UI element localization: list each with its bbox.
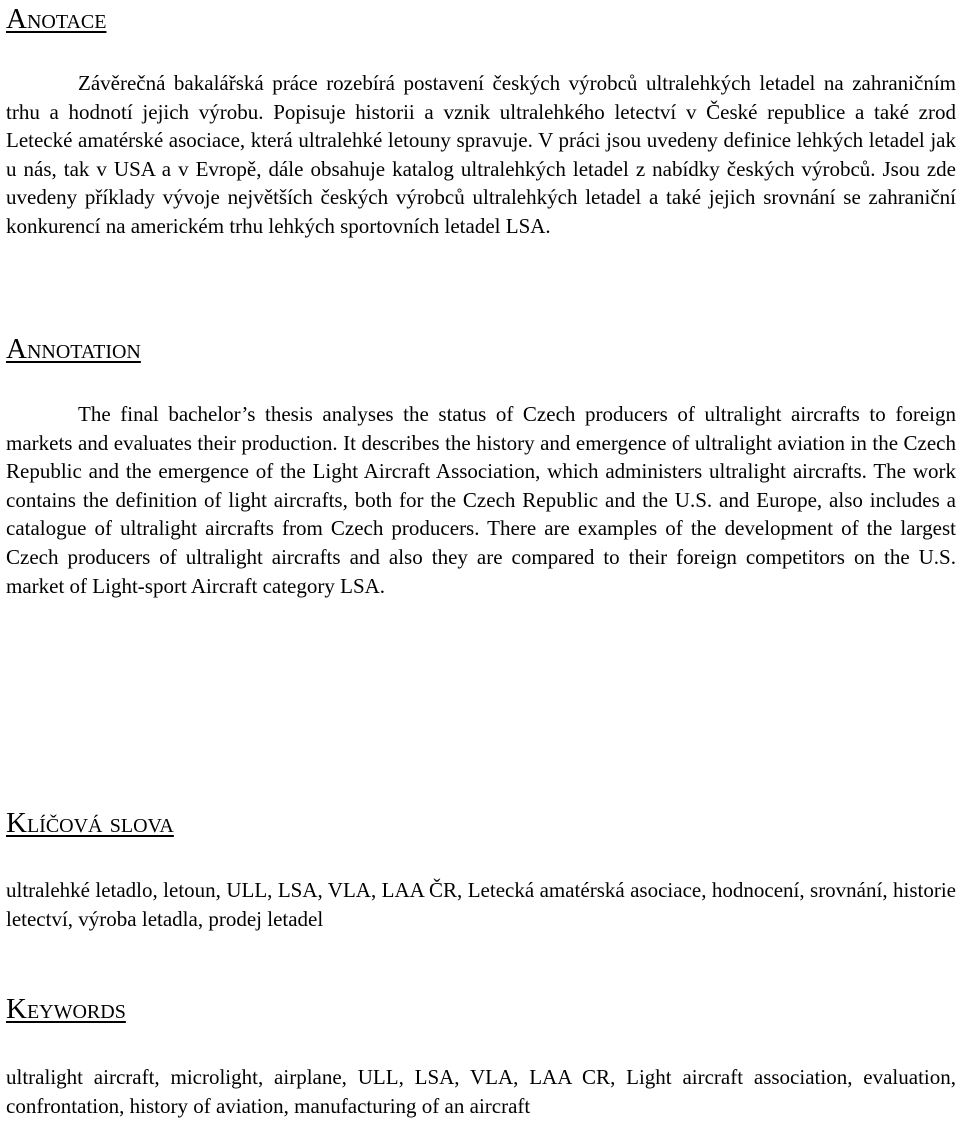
- section-heading-anotace: Anotace: [6, 3, 107, 35]
- abstract-paragraph-english: The final bachelor’s thesis analyses the status of Czech producers of ultralight aircrafts to foreign markets and evaluates their production. It describes the history and emergence of ultralight aviation in the Czech Republic and the emergence of the Light Aircraft Association, which administers ultralight aircrafts. The work contains the definition of light aircrafts, both for the Czech Republic and the U.S. and Europe, also includes a catalogue of ultralight aircrafts from Czech producers. There are examples of the development of the largest Czech producers of ultralight aircrafts and also they are compared to their foreign competitors on the U.S. market of Light-sport Aircraft category LSA.: [6, 402, 956, 598]
- keywords-paragraph-english: ultralight aircraft, microlight, airplane, ULL, LSA, VLA, LAA CR, Light aircraft association, evaluation, confrontation, history of aviation, manufacturing of an aircraft: [6, 1065, 956, 1118]
- section-heading-keywords: Keywords: [6, 993, 126, 1025]
- section-heading-klicova-slova: Klíčová slova: [6, 807, 174, 839]
- abstract-paragraph-czech: Závěrečná bakalářská práce rozebírá postavení českých výrobců ultralehkých letadel na zahraničním trhu a hodnotí jejich výrobu. Popisuje historii a vznik ultralehkého letectví v České republice a také zrod Letecké amatérské asociace, která ultralehké letouny spravuje. V práci jsou uvedeny definice lehkých letadel jak u nás, tak v USA a v Evropě, dále obsahuje katalog ultralehkých letadel z nabídky českých výrobců. Jsou zde uvedeny příklady vývoje největších českých výrobců ultralehkých letadel a také jejich srovnání se zahraniční konkurencí na americkém trhu lehkých sportovních letadel LSA.: [6, 71, 956, 238]
- keywords-paragraph-czech: ultralehké letadlo, letoun, ULL, LSA, VLA, LAA ČR, Letecká amatérská asociace, hodnocení, srovnání, historie letectví, výroba letadla, prodej letadel: [6, 878, 956, 931]
- section-heading-annotation: Annotation: [6, 333, 141, 365]
